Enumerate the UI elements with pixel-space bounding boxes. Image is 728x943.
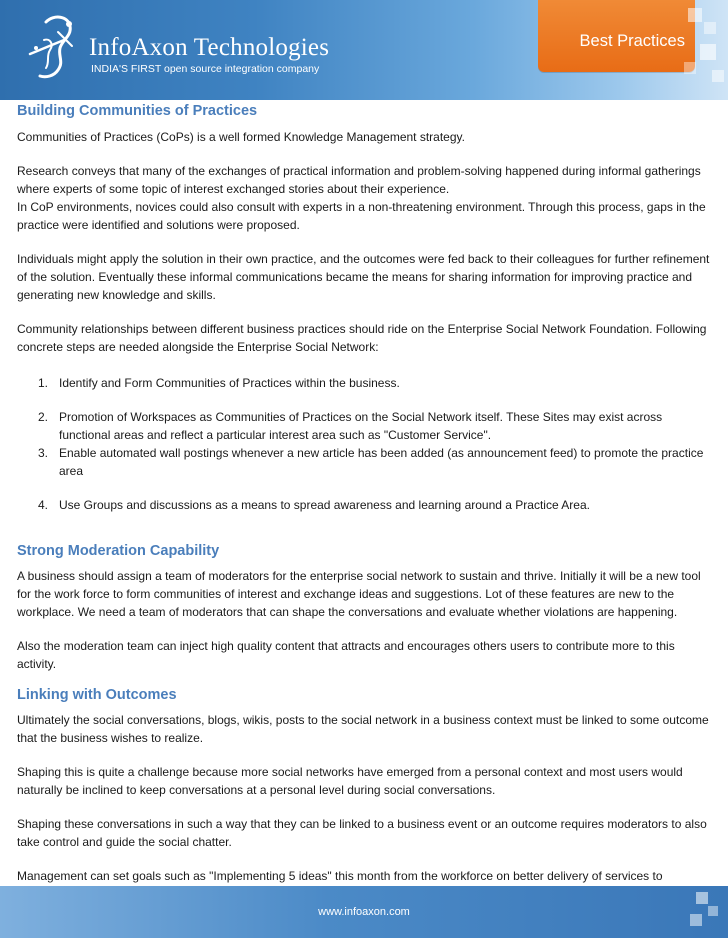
section-heading-communities: Building Communities of Practices	[17, 103, 258, 119]
paragraph: Shaping this is quite a challenge because more social networks have emerged from a personal context and most users would naturally be inclined to keep conversations at a personal level during social conversations.	[17, 765, 683, 797]
footer-website-link[interactable]: www.infoaxon.com	[318, 906, 410, 918]
list-item-text: Enable automated wall postings whenever a new article has been added (as announcement feed) to promote the practice area	[59, 446, 704, 478]
list-item-text: Identify and Form Communities of Practices within the business.	[59, 376, 400, 390]
list-number: 4.	[38, 498, 49, 512]
infoaxon-logo-icon	[24, 10, 84, 90]
paragraph: Ultimately the social conversations, blogs, wikis, posts to the social network in a business context must be linked to some outcome that the business wishes to realize.	[17, 713, 709, 745]
decorative-square	[684, 62, 696, 74]
decorative-square	[690, 914, 702, 926]
decorative-square	[696, 892, 708, 904]
list-item	[17, 496, 713, 514]
document-body	[17, 100, 713, 903]
list-number: 1.	[38, 376, 49, 390]
decorative-square	[712, 70, 724, 82]
paragraph: Individuals might apply the solution in their own practice, and the outcomes were fed back to their colleagues for further refinement of the solution. Eventually these informal communications became the means for sharing information for improving practice and generating new knowledge and skills.	[17, 252, 710, 302]
company-tagline: INDIA'S FIRST open source integration company	[91, 63, 320, 75]
document-type-badge	[538, 0, 695, 72]
steps-list	[17, 374, 713, 514]
badge-label: Best Practices	[579, 32, 685, 50]
list-item	[17, 408, 713, 444]
list-item	[17, 374, 713, 392]
decorative-square	[700, 44, 716, 60]
paragraph: Communities of Practices (CoPs) is a well formed Knowledge Management strategy.	[17, 130, 465, 144]
page-header	[0, 0, 728, 100]
list-item	[17, 444, 713, 480]
list-item-text: Use Groups and discussions as a means to spread awareness and learning around a Practice Area.	[59, 498, 590, 512]
decorative-square	[704, 22, 716, 34]
paragraph: Shaping these conversations in such a way that they can be linked to a business event or an outcome requires moderators to also take control and guide the social chatter.	[17, 817, 707, 849]
decorative-square	[688, 8, 702, 22]
list-number: 3.	[38, 446, 49, 460]
list-item-text: Promotion of Workspaces as Communities of Practices on the Social Network itself. These Sites may exist across functional areas and reflect a particular interest area such as "Customer Service".	[59, 410, 663, 442]
list-number: 2.	[38, 410, 49, 424]
section-heading-moderation: Strong Moderation Capability	[17, 543, 220, 559]
decorative-square	[708, 906, 718, 916]
section-heading-outcomes: Linking with Outcomes	[17, 687, 177, 703]
paragraph: Management can set goals such as "Implementing 5 ideas" this month from the workforce on better delivery of services to	[17, 869, 663, 883]
paragraph: A business should assign a team of moderators for the enterprise social network to sustain and thrive. Initially it will be a new tool for the work force to form communities of interest and exchange ideas and suggestions. Lot of these features are new to the workplace. We need a team of moderators that can shape the conversations and evaluate whether violations are happening.	[17, 569, 701, 619]
paragraph: Research conveys that many of the exchanges of practical information and problem-solving happened during informal gatherings where experts of some topic of interest exchanged stories about their experience.	[17, 164, 701, 196]
paragraph: Also the moderation team can inject high quality content that attracts and encourages others users to contribute more to this activity.	[17, 639, 675, 671]
company-name: InfoAxon Technologies	[89, 34, 330, 61]
page-footer	[0, 886, 728, 938]
paragraph: Community relationships between different business practices should ride on the Enterprise Social Network Foundation. Following concrete steps are needed alongside the Enterprise Social Network:	[17, 322, 707, 354]
paragraph: In CoP environments, novices could also consult with experts in a non-threatening environment. Through this process, gaps in the practice were identified and solutions were proposed.	[17, 200, 706, 232]
